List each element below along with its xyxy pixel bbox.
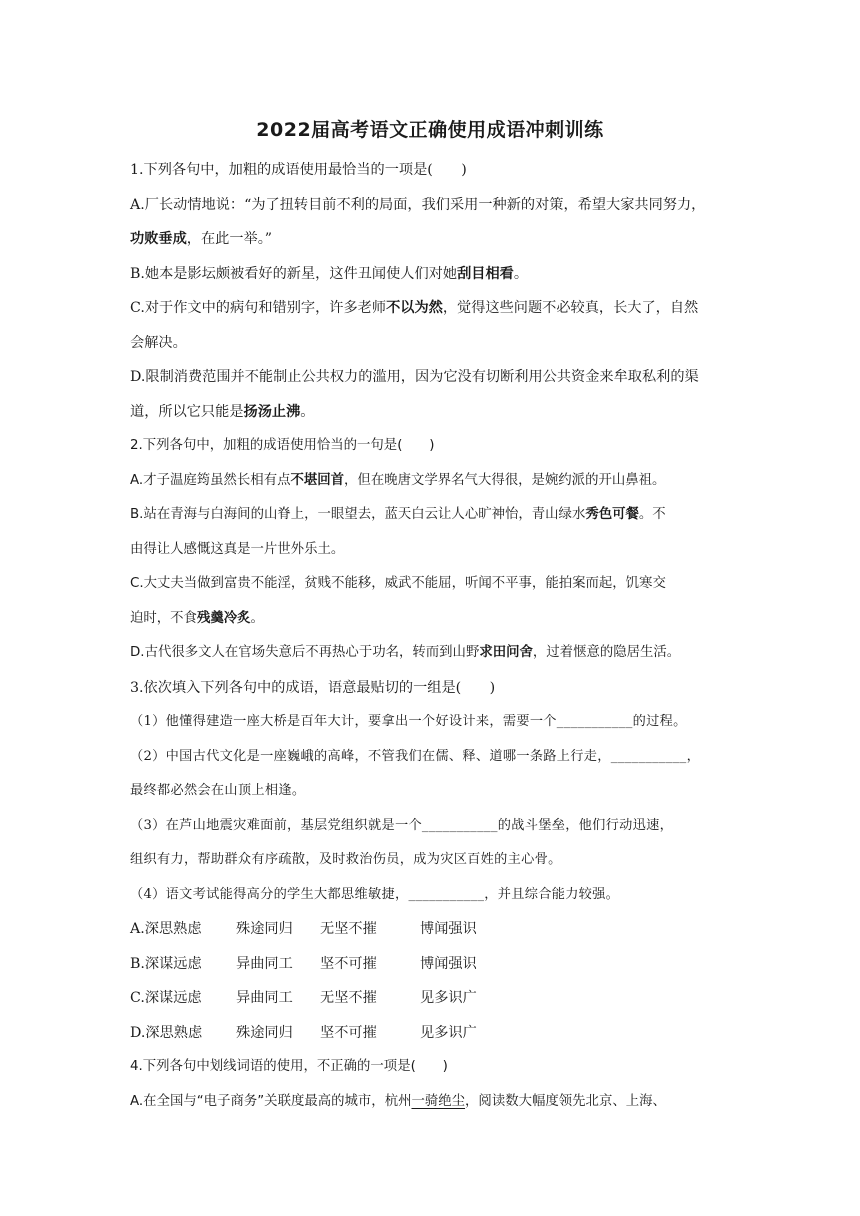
q3-option-c: C.深谋远虑 异曲同工 无坚不摧 见多识广 — [130, 990, 477, 1006]
document-title: 2022届高考语文正确使用成语冲刺训练 — [256, 119, 604, 141]
q1-option-a-line1: A.厂长动情地说：“为了扭转目前不利的局面，我们采用一种新的对策，希望大家共同努力， — [130, 196, 706, 213]
q3-option-b: B.深谋远虑 异曲同工 坚不可摧 博闻强识 — [130, 955, 477, 972]
q2-option-b-line2: 由得让人感慨这真是一片世外乐土。 — [130, 541, 345, 557]
q1-stem: 1.下列各句中，加粗的成语使用最恰当的一项是( ) — [130, 162, 467, 178]
q2-option-d: D.古代很多文人在官场失意后不再热心于功名，转而到山野求田问舍，过着惬意的隐居生活。 — [130, 645, 681, 660]
q1-option-a-line2: 功败垂成，在此一举。” — [130, 231, 273, 247]
bold-idiom: 求田问舍 — [479, 645, 533, 660]
q2-option-c-line2: 迫时，不食残羹冷炙。 — [130, 610, 264, 626]
q1-option-b: B.她本是影坛颇被看好的新星，这件丑闻使人们对她刮目相看。 — [130, 265, 529, 282]
q3-sentence-4: （4）语文考试能得高分的学生大都思维敏捷，___________，并且综合能力较强。 — [130, 886, 620, 902]
q1-option-c-line1: C.对于作文中的病句和错别字，许多老师不以为然，觉得这些问题不必较真，长大了，自然 — [130, 300, 699, 316]
q3-sentence-2-line1: （2）中国古代文化是一座巍峨的高峰，不管我们在儒、释、道哪一条路上行走，___________， — [130, 748, 701, 764]
bold-idiom: 刮目相看 — [457, 265, 514, 282]
q1-option-c-line2: 会解决。 — [130, 334, 187, 351]
bold-idiom: 残羹冷炙 — [196, 610, 251, 626]
q3-sentence-1: （1）他懂得建造一座大桥是百年大计，要拿出一个好设计来，需要一个___________的过程。 — [130, 714, 687, 729]
underlined-idiom: 一骑绝尘 — [411, 1093, 466, 1109]
q4-option-a: A.在全国与“电子商务”关联度最高的城市，杭州一骑绝尘，阅读数大幅度领先北京、上海、 — [130, 1093, 666, 1109]
document-body — [130, 153, 734, 1119]
q2-stem: 2.下列各句中，加粗的成语使用恰当的一句是( ) — [130, 438, 435, 453]
q1-option-d-line2: 道，所以它只能是扬汤止沸。 — [130, 403, 315, 420]
bold-idiom: 功败垂成 — [130, 231, 187, 247]
q2-option-b-line1: B.站在青海与白海间的山脊上，一眼望去，蓝天白云让人心旷神怡，青山绿水秀色可餐。不 — [130, 507, 666, 522]
bold-idiom: 秀色可餐 — [585, 507, 639, 522]
q3-option-a: A.深思熟虑 殊途同归 无坚不摧 博闻强识 — [130, 921, 477, 937]
q3-option-d: D.深思熟虑 殊途同归 坚不可摧 见多识广 — [130, 1024, 477, 1041]
q4-stem: 4.下列各句中划线词语的使用，不正确的一项是( ) — [130, 1059, 448, 1074]
q3-sentence-3-line1: （3）在芦山地震灾难面前，基层党组织就是一个___________的战斗堡垒，他们行动迅速， — [130, 817, 674, 833]
q2-option-c-line1: C.大丈夫当做到富贵不能淫，贫贱不能移，威武不能屈，听闻不平事，能拍案而起，饥寒交 — [130, 576, 666, 591]
q3-sentence-3-line2: 组织有力，帮助群众有序疏散，及时救治伤员，成为灾区百姓的主心骨。 — [130, 852, 562, 867]
q2-option-a: A.才子温庭筠虽然长相有点不堪回首，但在晚唐文学界名气大得很，是婉约派的开山鼻祖。 — [130, 472, 666, 488]
bold-idiom: 不以为然 — [386, 300, 443, 316]
q1-option-d-line1: D.限制消费范围并不能制止公共权力的滥用，因为它没有切断利用公共资金来牟取私利的渠 — [130, 369, 699, 385]
bold-idiom: 不堪回首 — [290, 472, 345, 488]
q3-stem: 3.依次填入下列各句中的成语，语意最贴切的一组是( ) — [130, 679, 496, 696]
q3-sentence-2-line2: 最终都必然会在山顶上相逢。 — [130, 783, 306, 798]
bold-idiom: 扬汤止沸 — [243, 403, 301, 420]
